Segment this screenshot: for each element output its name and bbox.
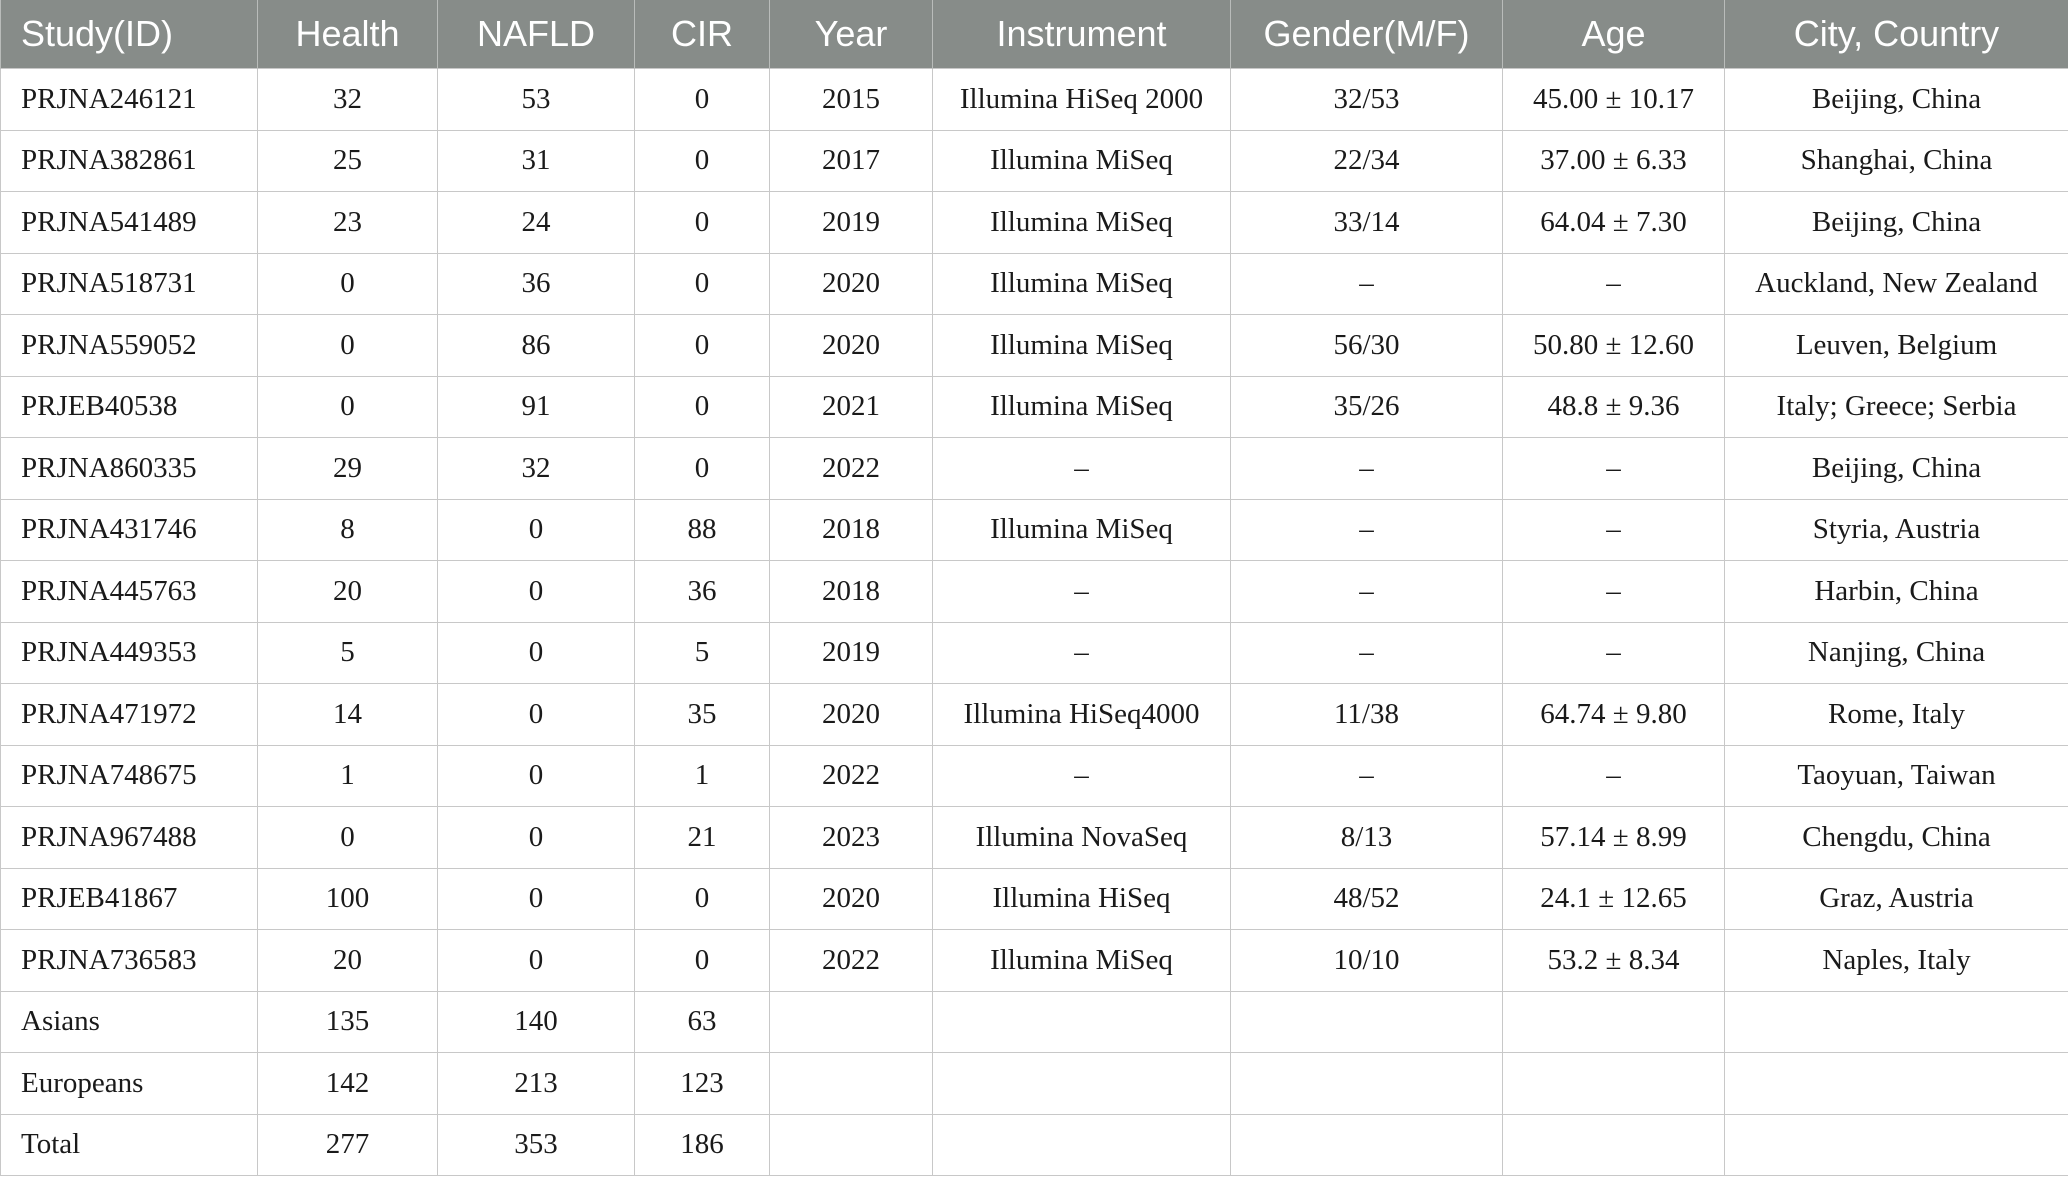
cell-study-id: PRJNA736583 [1,930,258,992]
cell-instrument: Illumina HiSeq4000 [933,684,1231,746]
table-row [1,376,2068,438]
cell-health: 142 [258,1053,438,1115]
cell-year: 2021 [770,376,933,438]
column-header-nafld: NAFLD [438,0,635,69]
cell-cir: 0 [635,376,770,438]
cell-study-id: Asians [1,991,258,1053]
cell-age: – [1503,745,1725,807]
cell-study-id: Europeans [1,1053,258,1115]
cell-instrument: Illumina HiSeq [933,868,1231,930]
table-row [1,807,2068,869]
cell-year: 2019 [770,192,933,254]
cell-age: – [1503,438,1725,500]
cell-study-id: PRJNA471972 [1,684,258,746]
cell-gender: – [1231,499,1503,561]
cell-cir: 0 [635,438,770,500]
cell-year: 2022 [770,930,933,992]
column-header-study-id: Study(ID) [1,0,258,69]
cell-year [770,1114,933,1176]
cell-city-country [1725,1053,2068,1115]
cell-city-country: Shanghai, China [1725,130,2068,192]
cell-cir: 36 [635,561,770,623]
cell-nafld: 24 [438,192,635,254]
cell-cir: 5 [635,622,770,684]
column-header-gender: Gender(M/F) [1231,0,1503,69]
table-header [1,0,2068,69]
cell-age: 24.1 ± 12.65 [1503,868,1725,930]
table-row [1,130,2068,192]
cell-city-country [1725,1114,2068,1176]
cell-city-country: Beijing, China [1725,438,2068,500]
cell-age [1503,1053,1725,1115]
cell-city-country: Nanjing, China [1725,622,2068,684]
cell-health: 0 [258,807,438,869]
cell-study-id: PRJNA541489 [1,192,258,254]
table-row [1,499,2068,561]
cell-instrument: Illumina MiSeq [933,376,1231,438]
cell-cir: 0 [635,930,770,992]
cell-study-id: PRJEB41867 [1,868,258,930]
table-row [1,438,2068,500]
cell-gender: – [1231,622,1503,684]
cell-city-country: Auckland, New Zealand [1725,253,2068,315]
column-header-cir: CIR [635,0,770,69]
cell-health: 5 [258,622,438,684]
cell-nafld: 53 [438,69,635,131]
cell-year: 2020 [770,315,933,377]
column-header-instrument: Instrument [933,0,1231,69]
cell-health: 1 [258,745,438,807]
cell-city-country [1725,991,2068,1053]
cell-instrument: Illumina MiSeq [933,130,1231,192]
cell-age: 64.74 ± 9.80 [1503,684,1725,746]
cell-city-country: Harbin, China [1725,561,2068,623]
cell-cir: 0 [635,868,770,930]
cell-year: 2020 [770,868,933,930]
cell-instrument [933,1114,1231,1176]
table-row [1,315,2068,377]
cell-year [770,991,933,1053]
cell-study-id: PRJNA967488 [1,807,258,869]
cell-nafld: 0 [438,745,635,807]
cell-health: 32 [258,69,438,131]
cell-age: – [1503,561,1725,623]
cell-age: 50.80 ± 12.60 [1503,315,1725,377]
cell-city-country: Beijing, China [1725,69,2068,131]
table-row [1,1053,2068,1115]
cell-health: 0 [258,315,438,377]
cell-nafld: 213 [438,1053,635,1115]
table-row [1,930,2068,992]
cell-study-id: PRJNA860335 [1,438,258,500]
cell-year: 2022 [770,438,933,500]
cell-age: 48.8 ± 9.36 [1503,376,1725,438]
cell-instrument: Illumina MiSeq [933,930,1231,992]
table-row [1,745,2068,807]
cell-gender: – [1231,745,1503,807]
cell-gender: – [1231,253,1503,315]
cell-year: 2017 [770,130,933,192]
cell-study-id: PRJNA445763 [1,561,258,623]
table-row [1,69,2068,131]
column-header-health: Health [258,0,438,69]
cell-nafld: 32 [438,438,635,500]
cell-gender: 56/30 [1231,315,1503,377]
cell-age: 45.00 ± 10.17 [1503,69,1725,131]
cell-cir: 0 [635,130,770,192]
cell-age: 57.14 ± 8.99 [1503,807,1725,869]
table-row [1,253,2068,315]
cell-health: 23 [258,192,438,254]
cell-health: 20 [258,930,438,992]
cell-health: 29 [258,438,438,500]
cell-study-id: PRJNA382861 [1,130,258,192]
cell-age: – [1503,499,1725,561]
column-header-age: Age [1503,0,1725,69]
cell-year: 2018 [770,561,933,623]
cell-gender: 11/38 [1231,684,1503,746]
cell-cir: 0 [635,192,770,254]
cell-nafld: 0 [438,622,635,684]
cell-health: 100 [258,868,438,930]
cell-study-id: PRJNA518731 [1,253,258,315]
table-row [1,991,2068,1053]
cell-age [1503,991,1725,1053]
cell-year: 2019 [770,622,933,684]
cell-year: 2022 [770,745,933,807]
cell-city-country: Rome, Italy [1725,684,2068,746]
cell-cir: 0 [635,69,770,131]
table-body [1,69,2068,1176]
table-row [1,1114,2068,1176]
cell-study-id: PRJNA559052 [1,315,258,377]
cell-health: 25 [258,130,438,192]
cell-nafld: 91 [438,376,635,438]
cell-age: 64.04 ± 7.30 [1503,192,1725,254]
cell-age [1503,1114,1725,1176]
cell-cir: 0 [635,253,770,315]
cell-cir: 21 [635,807,770,869]
table-row [1,684,2068,746]
cell-instrument: – [933,622,1231,684]
cell-city-country: Naples, Italy [1725,930,2068,992]
cell-nafld: 36 [438,253,635,315]
cell-cir: 123 [635,1053,770,1115]
column-header-city-country: City, Country [1725,0,2068,69]
cell-cir: 35 [635,684,770,746]
cell-nafld: 0 [438,868,635,930]
cell-instrument: Illumina HiSeq 2000 [933,69,1231,131]
cell-nafld: 0 [438,807,635,869]
cell-gender: 32/53 [1231,69,1503,131]
cell-gender [1231,1053,1503,1115]
cell-health: 277 [258,1114,438,1176]
cell-gender: – [1231,438,1503,500]
cell-gender: 48/52 [1231,868,1503,930]
cell-health: 0 [258,376,438,438]
cell-age: – [1503,622,1725,684]
cell-age: – [1503,253,1725,315]
cell-instrument: – [933,745,1231,807]
cell-gender [1231,991,1503,1053]
cell-cir: 88 [635,499,770,561]
cell-nafld: 0 [438,930,635,992]
cell-study-id: PRJNA246121 [1,69,258,131]
cell-city-country: Leuven, Belgium [1725,315,2068,377]
cell-health: 0 [258,253,438,315]
cell-gender: 22/34 [1231,130,1503,192]
cell-age: 37.00 ± 6.33 [1503,130,1725,192]
cell-instrument: Illumina MiSeq [933,315,1231,377]
cell-city-country: Styria, Austria [1725,499,2068,561]
cell-gender: – [1231,561,1503,623]
cell-study-id: PRJEB40538 [1,376,258,438]
cell-gender: 10/10 [1231,930,1503,992]
cell-city-country: Italy; Greece; Serbia [1725,376,2068,438]
cell-city-country: Taoyuan, Taiwan [1725,745,2068,807]
cell-year: 2015 [770,69,933,131]
cell-study-id: PRJNA431746 [1,499,258,561]
cell-age: 53.2 ± 8.34 [1503,930,1725,992]
cell-nafld: 0 [438,499,635,561]
cell-instrument [933,1053,1231,1115]
cell-instrument: – [933,561,1231,623]
cell-year: 2023 [770,807,933,869]
cell-nafld: 140 [438,991,635,1053]
cell-health: 14 [258,684,438,746]
cell-cir: 1 [635,745,770,807]
cell-city-country: Chengdu, China [1725,807,2068,869]
cell-city-country: Graz, Austria [1725,868,2068,930]
cell-year: 2018 [770,499,933,561]
cell-instrument: Illumina MiSeq [933,499,1231,561]
cell-year [770,1053,933,1115]
cell-study-id: PRJNA748675 [1,745,258,807]
cell-cir: 63 [635,991,770,1053]
cell-gender [1231,1114,1503,1176]
header-row [1,0,2068,69]
table-row [1,192,2068,254]
column-header-year: Year [770,0,933,69]
table-row [1,868,2068,930]
table-row [1,561,2068,623]
cell-instrument: Illumina MiSeq [933,253,1231,315]
cell-instrument [933,991,1231,1053]
cell-nafld: 353 [438,1114,635,1176]
cell-cir: 186 [635,1114,770,1176]
cell-health: 8 [258,499,438,561]
cell-nafld: 86 [438,315,635,377]
table-row [1,622,2068,684]
cell-gender: 35/26 [1231,376,1503,438]
cell-gender: 8/13 [1231,807,1503,869]
cell-instrument: Illumina MiSeq [933,192,1231,254]
cell-health: 20 [258,561,438,623]
cell-nafld: 0 [438,684,635,746]
cell-cir: 0 [635,315,770,377]
cell-year: 2020 [770,684,933,746]
cell-city-country: Beijing, China [1725,192,2068,254]
cell-instrument: – [933,438,1231,500]
cell-study-id: Total [1,1114,258,1176]
cell-instrument: Illumina NovaSeq [933,807,1231,869]
cell-gender: 33/14 [1231,192,1503,254]
cell-study-id: PRJNA449353 [1,622,258,684]
cell-year: 2020 [770,253,933,315]
cell-nafld: 0 [438,561,635,623]
cell-health: 135 [258,991,438,1053]
cell-nafld: 31 [438,130,635,192]
